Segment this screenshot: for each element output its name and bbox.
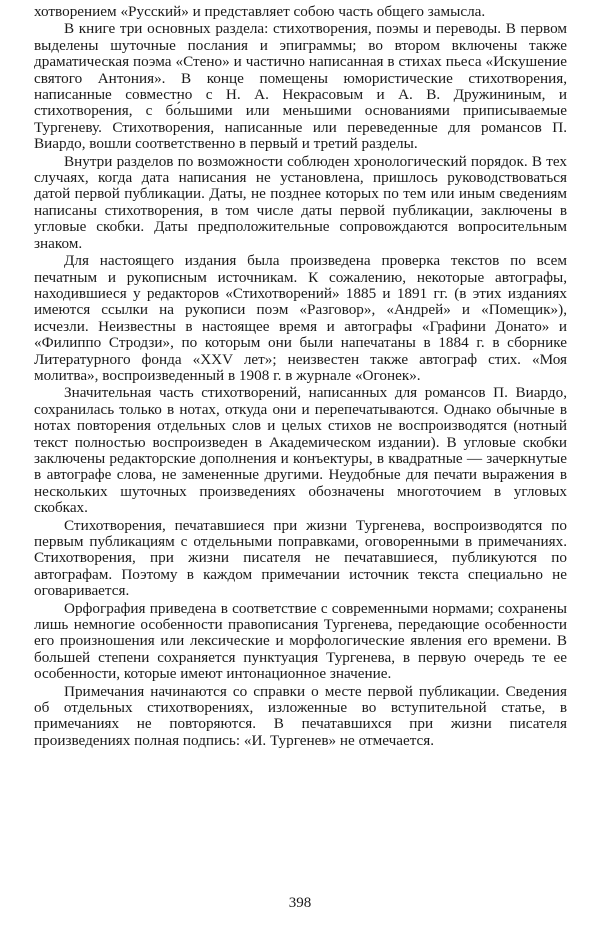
document-page (34, 4, 567, 944)
paragraph-sections: В книге три основных раздела: стихотворения, поэмы и переводы. В первом выделены шуточные послания и эпиграммы; во втором включены также драматическая поэма «Стено» и частично написанная в стихах пьеса «Искушение святого Антония». В конце помещены юмористические стихотворения, написанные совместно с Н. А. Некрасовым и А. В. Дружининым, и стихотворения, с бо́льшими или меньшими основаниями приписываемые Тургеневу. Стихотворения, написанные или переведенные для романсов П. Виардо, вошли соответственно в первый и третий разделы. (34, 20, 567, 153)
paragraph-sources: Для настоящего издания была произведена проверка текстов по всем печатным и рукописным источникам. К сожалению, некоторые автографы, находившиеся у редакторов «Стихотворений» 1885 и 1891 гг. (в этих изданиях имеются ссылки на рукописи поэм «Разговор», «Андрей» и «Помещик»), исчезли. Неизвестны в настоящее время и автографы «Графини Донато» и «Филиппо Стродзи», по которым они были напечатаны в 1884 г. в сборнике Литературного фонда «XXV лет»; неизвестен также автограф стих. «Моя молитва», воспроизведенный в 1908 г. в журнале «Огонек». (34, 252, 567, 384)
paragraph-continuation: хотворением «Русский» и представляет собою часть общего замысла. (34, 3, 486, 20)
paragraph-chronology: Внутри разделов по возможности соблюден хронологический порядок. В тех случаях, когда дата написания не установлена, пришлось руководствоваться датой первой публикации. Даты, не позднее которых по тем или иным сведениям написаны стихотворения, в том числе даты первой публикации, заключены в угловые скобки. Даты предположительные сопровождаются вопросительным знаком. (34, 152, 567, 252)
paragraph-notes: Примечания начинаются со справки о месте первой публикации. Сведения об отдельных стихотворениях, изложенные во вступительной статье, в примечаниях не повторяются. В печатавшихся при жизни писателя произведениях полная подпись: «И. Тургенев» не отмечается. (34, 682, 567, 749)
paragraph-viardo-romances: Значительная часть стихотворений, написанных для романсов П. Виардо, сохранилась только в нотах, откуда они и перепечатываются. Однако обычные в нотах повторения отдельных слов и целых стихов не воспроизводятся (нотный текст полностью воспроизведен в Академическом издании). В угловые скобки заключены редакторские дополнения и конъектуры, в квадратные — зачеркнутые в автографе слова, не замененные другими. Неудобные для печати выражения в нескольких шуточных произведениях обозначены многоточием в угловых скобках. (34, 384, 567, 517)
page-number: 398 (288, 895, 312, 911)
paragraph-publications: Стихотворения, печатавшиеся при жизни Тургенева, воспроизводятся по первым публикациям с отдельными поправками, оговоренными в примечаниях. Стихотворения, при жизни писателя не печатавшиеся, публикуются по автографам. Поэтому в каждом примечании источник текста специально не оговаривается. (34, 516, 567, 600)
paragraph-orthography: Орфография приведена в соответствие с современными нормами; сохранены лишь немногие особенности правописания Тургенева, передающие особенности его произношения или лексические и морфологические явления его времени. В большей степени сохраняется пунктуация Тургенева, в первую очередь те ее особенности, которые имеют интонационное значение. (34, 599, 567, 683)
